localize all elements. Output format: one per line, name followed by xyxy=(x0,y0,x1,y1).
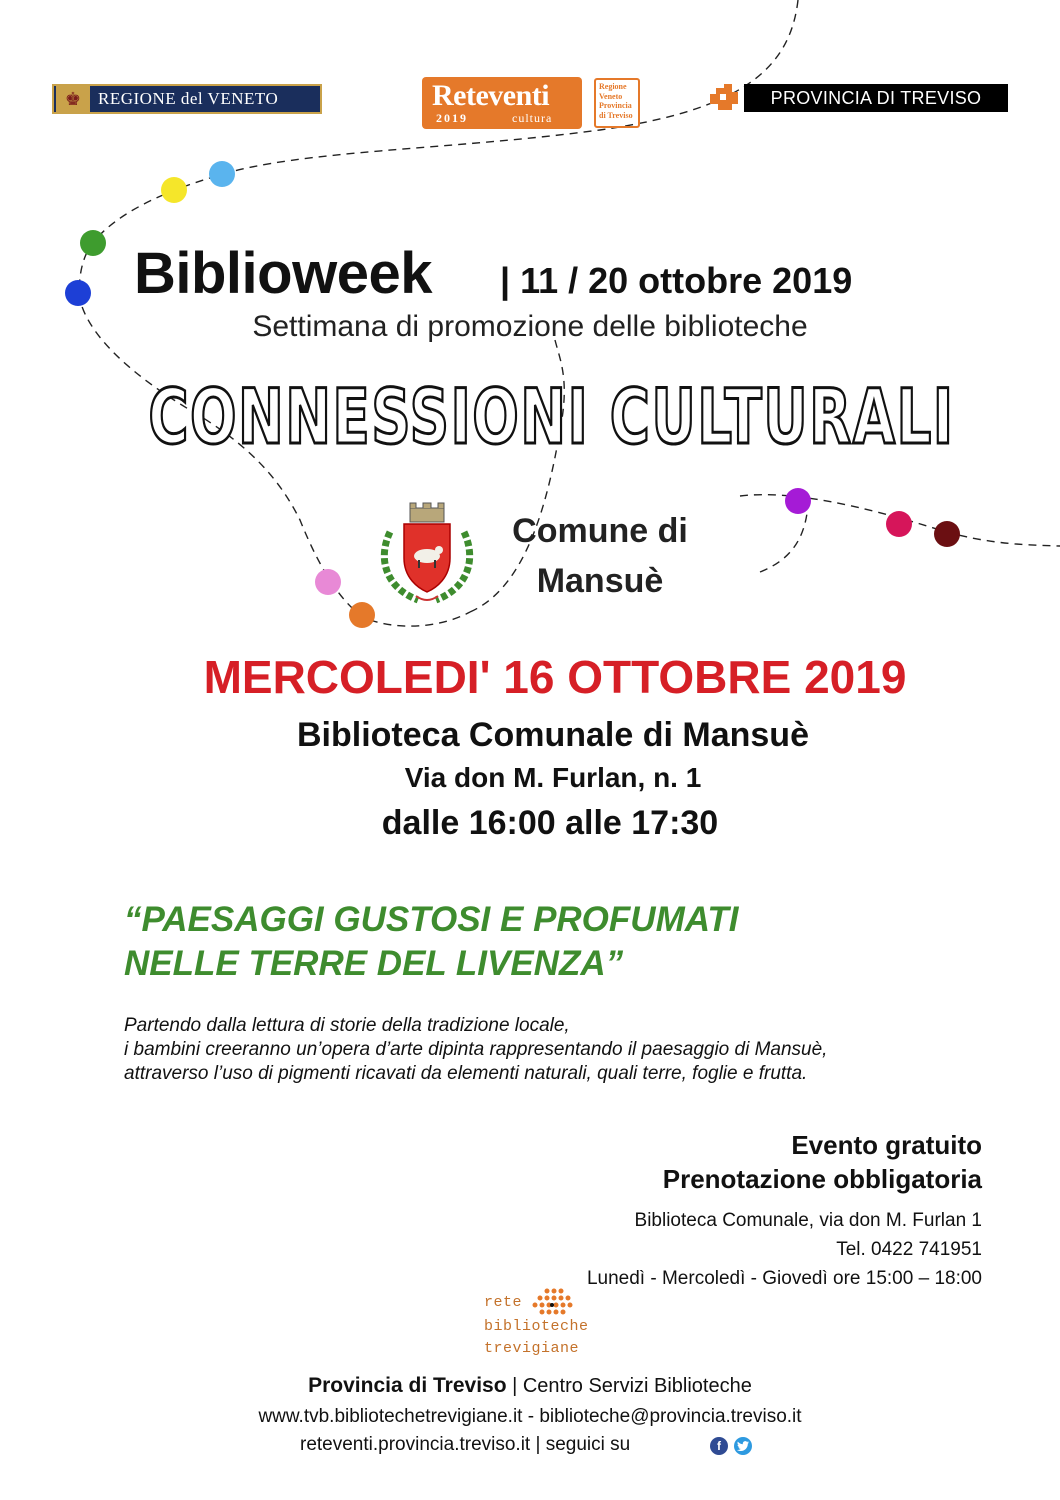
facebook-icon[interactable]: f xyxy=(710,1437,728,1455)
provincia-treviso-logo: PROVINCIA DI TREVISO xyxy=(744,84,1008,112)
footer-links[interactable]: www.tvb.bibliotechetrevigiane.it - biblioteche@provincia.treviso.it xyxy=(258,1406,802,1427)
program-desc-line1: Partendo dalla lettura di storie della tradizione locale, xyxy=(124,1015,570,1036)
comune-line2: Mansuè xyxy=(536,562,664,600)
booking-required-label: Prenotazione obbligatoria xyxy=(662,1164,982,1194)
provincia-treviso-icon xyxy=(708,84,740,112)
rete-logo-line1: rete xyxy=(484,1294,523,1311)
dot-purple xyxy=(785,488,811,514)
regione-veneto-logo xyxy=(52,84,322,114)
event-subtitle: Settimana di promozione delle biblioteche xyxy=(252,310,808,343)
footer-centro: | Centro Servizi Biblioteche xyxy=(512,1375,752,1397)
program-description xyxy=(124,1014,1004,1086)
dot-crimson xyxy=(886,511,912,537)
reteventi-logo-text: Reteventi xyxy=(432,79,550,112)
free-event-label: Evento gratuito xyxy=(791,1130,982,1160)
event-dates: | 11 / 20 ottobre 2019 xyxy=(500,260,853,301)
event-time: dalle 16:00 alle 17:30 xyxy=(381,804,719,842)
program-title-line2: NELLE TERRE DEL LIVENZA” xyxy=(124,944,624,983)
program-desc-line3: attraverso l’uso di pigmenti ricavati da elementi naturali, quali terre, foglie e frutta. xyxy=(124,1063,808,1084)
rete-logo-line2: biblioteche xyxy=(484,1318,589,1335)
dot-pink xyxy=(315,569,341,595)
footer-reteventi-site[interactable]: reteventi.provincia.treviso.it | seguici su xyxy=(300,1434,631,1455)
reteventi-logo xyxy=(422,77,582,129)
twitter-icon[interactable] xyxy=(734,1437,752,1455)
event-theme: CONNESSIONI CULTURALI xyxy=(148,372,955,461)
rete-logo-line3: trevigiane xyxy=(484,1340,580,1357)
dot-lightblue xyxy=(209,161,235,187)
library-phone: Tel. 0422 741951 xyxy=(836,1239,982,1260)
regione-veneto-text: REGIONE del VENETO xyxy=(98,89,279,108)
comune-line1: Comune di xyxy=(512,512,688,550)
booking-info xyxy=(587,1128,982,1293)
event-place: Biblioteca Comunale di Mansuè xyxy=(297,716,809,754)
dot-green xyxy=(80,230,106,256)
lion-icon: ♚ xyxy=(56,86,90,112)
twitter-bird-icon xyxy=(737,1441,749,1451)
program-title xyxy=(124,898,924,986)
reteventi-logo-year: 2019 xyxy=(436,111,468,125)
mansue-crest-icon xyxy=(378,502,476,606)
dot-blue xyxy=(65,280,91,306)
library-address: Biblioteca Comunale, via don M. Furlan 1 xyxy=(634,1210,982,1231)
program-desc-line2: i bambini creeranno un’opera d’arte dipinta rappresentando il paesaggio di Mansuè, xyxy=(124,1039,828,1060)
footer-organizer xyxy=(0,1374,1060,1398)
library-hours: Lunedì - Mercoledì - Giovedì ore 15:00 – 18:00 xyxy=(586,1268,982,1289)
dot-orange xyxy=(349,602,375,628)
dot-yellow xyxy=(161,177,187,203)
program-title-line1: “PAESAGGI GUSTOSI E PROFUMATI xyxy=(124,900,739,939)
rete-dots-icon xyxy=(532,1288,574,1320)
footer-provincia: Provincia di Treviso xyxy=(308,1374,507,1397)
event-title: Biblioweek xyxy=(134,241,432,306)
comune-label xyxy=(480,506,720,606)
dot-maroon xyxy=(934,521,960,547)
event-date: MERCOLEDI' 16 OTTOBRE 2019 xyxy=(203,651,907,703)
reteventi-side-label: Regione Veneto Provincia di Treviso xyxy=(594,78,640,128)
event-address: Via don M. Furlan, n. 1 xyxy=(404,762,702,793)
reteventi-logo-sub: cultura xyxy=(512,111,553,125)
rete-biblioteche-logo xyxy=(480,1288,600,1360)
